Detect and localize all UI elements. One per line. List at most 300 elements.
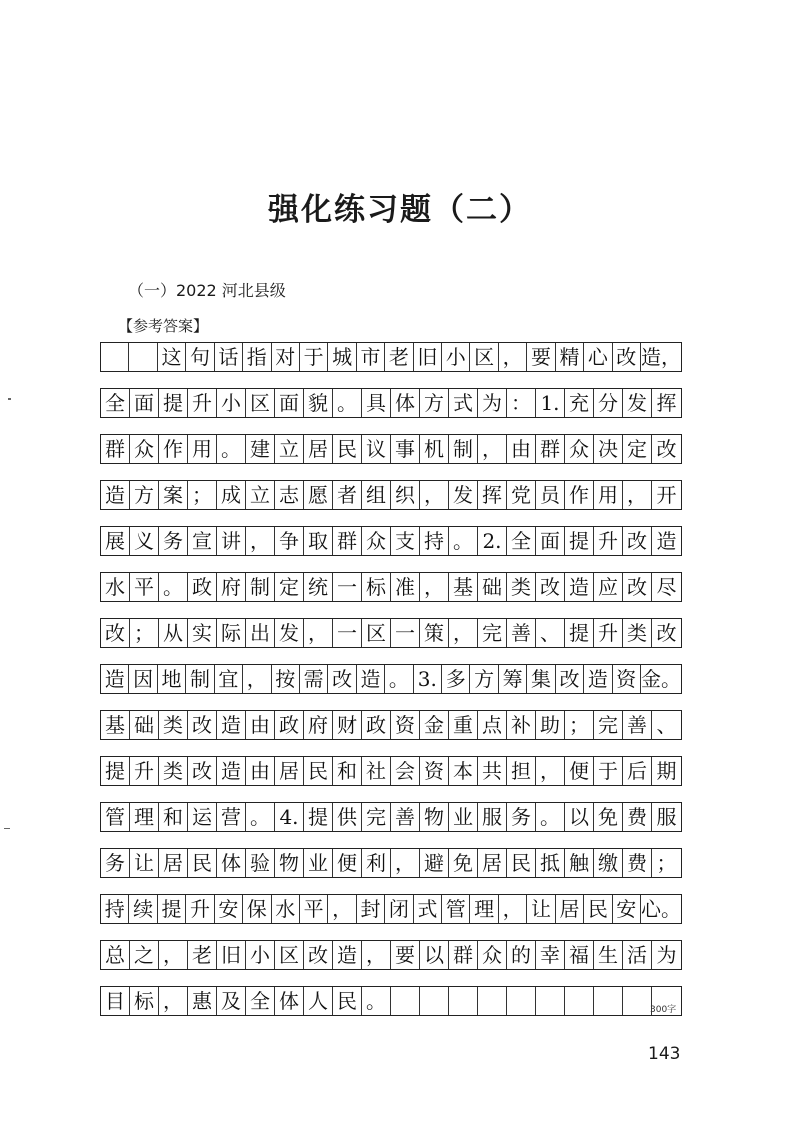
grid-cell: 面: [275, 389, 304, 417]
grid-cell: 众: [565, 435, 594, 463]
grid-cell: 造: [357, 665, 385, 693]
grid-cell: 务: [101, 849, 130, 877]
grid-cell: 的: [507, 941, 536, 969]
grid-cell: 类: [623, 619, 652, 647]
grid-cell: 提: [158, 895, 186, 923]
grid-cell: 以: [565, 803, 594, 831]
grid-cell: 服: [478, 803, 507, 831]
grid-cell: 人: [304, 987, 333, 1015]
grid-cell: 城: [328, 343, 356, 371]
grid-row: [100, 802, 682, 832]
grid-cell: ，: [449, 619, 478, 647]
grid-cell: 点: [478, 711, 507, 739]
grid-cell: 业: [449, 803, 478, 831]
grid-cell: 发: [449, 481, 478, 509]
grid-cell: 争: [275, 527, 304, 555]
grid-cell: 善: [507, 619, 536, 647]
grid-cell: 造: [101, 481, 130, 509]
grid-cell: 及: [217, 987, 246, 1015]
grid-cell: 后: [623, 757, 652, 785]
grid-cell: 策: [420, 619, 449, 647]
grid-cell: 物: [275, 849, 304, 877]
grid-cell: [449, 987, 478, 1015]
grid-cell: ；: [656, 851, 677, 875]
grid-cell: 费: [623, 849, 652, 877]
grid-cell: 重: [449, 711, 478, 739]
grid-cell: 和: [333, 757, 362, 785]
grid-cell: 制: [186, 665, 214, 693]
grid-cell: 管: [442, 895, 470, 923]
grid-row: [100, 388, 682, 418]
grid-cell: 完: [594, 711, 623, 739]
grid-cell: 持: [420, 527, 449, 555]
grid-cell: 务: [159, 527, 188, 555]
grid-cell: 全: [101, 389, 130, 417]
grid-cell: 免: [594, 803, 623, 831]
grid-cell: 造: [656, 529, 677, 553]
grid-cell: 免: [449, 849, 478, 877]
grid-cell: 升: [594, 619, 623, 647]
grid-cell: 改: [623, 527, 652, 555]
grid-cell: 由: [246, 757, 275, 785]
grid-cell: ：: [507, 389, 536, 417]
grid-cell: 面: [536, 527, 565, 555]
grid-cell: 金: [420, 711, 449, 739]
grid-cell: 便: [333, 849, 362, 877]
grid-row: [100, 986, 682, 1016]
grid-cell: 资: [420, 757, 449, 785]
page-title: 强化练习题（二）: [268, 192, 532, 228]
grid-cell: 升: [130, 757, 159, 785]
grid-cell: 社: [362, 757, 391, 785]
grid-cell: 升: [594, 527, 623, 555]
grid-cell: ，: [499, 343, 527, 371]
grid-cell: 制: [449, 435, 478, 463]
grid-cell: 集: [527, 665, 555, 693]
grid-cell: 2.: [478, 527, 507, 555]
grid-cell: 民: [304, 757, 333, 785]
section-heading: （一）2022 河北县级: [128, 281, 286, 300]
grid-cell: 。: [385, 665, 413, 693]
grid-cell: 惠: [188, 987, 217, 1015]
grid-cell: ，: [536, 757, 565, 785]
grid-cell: 于: [300, 343, 328, 371]
grid-cell: 志: [275, 481, 304, 509]
grid-cell: 期: [656, 759, 677, 783]
grid-cell: 居: [159, 849, 188, 877]
grid-cell: 居: [304, 435, 333, 463]
grid-cell: 金。: [641, 667, 681, 691]
grid-cell: [101, 343, 129, 371]
grid-cell: 避: [420, 849, 449, 877]
grid-cell: 面: [130, 389, 159, 417]
grid-cell: 升: [186, 895, 214, 923]
grid-cell: 水: [272, 895, 300, 923]
grid-cell: 改: [623, 573, 652, 601]
grid-cell: 精: [556, 343, 584, 371]
grid-cell: 体: [275, 987, 304, 1015]
grid-cell: 老: [188, 941, 217, 969]
grid-cell: 、: [536, 619, 565, 647]
grid-cell: 要: [391, 941, 420, 969]
grid-cell: 区: [470, 343, 498, 371]
grid-cell: 担: [507, 757, 536, 785]
grid-cell: 要: [527, 343, 555, 371]
grid-cell: 理: [470, 895, 498, 923]
grid-cell: 造，: [641, 345, 681, 369]
grid-cell: 方: [470, 665, 498, 693]
grid-cell: 供: [333, 803, 362, 831]
grid-cell: 全: [507, 527, 536, 555]
grid-cell: 类: [159, 711, 188, 739]
grid-cell: 平: [130, 573, 159, 601]
grid-cell: [420, 987, 449, 1015]
grid-cell: 用: [188, 435, 217, 463]
grid-cell: 于: [594, 757, 623, 785]
grid-cell: [478, 987, 507, 1015]
grid-cell: 总: [101, 941, 130, 969]
grid-cell: 改: [613, 343, 641, 371]
grid-cell: 方: [130, 481, 159, 509]
grid-cell: 缴: [594, 849, 623, 877]
grid-cell: 貌: [304, 389, 333, 417]
grid-cell: 小: [442, 343, 470, 371]
grid-cell: 改: [656, 621, 677, 645]
grid-cell: 发: [623, 389, 652, 417]
grid-cell: 旧: [217, 941, 246, 969]
grid-row: [100, 480, 682, 510]
grid-cell: 政: [362, 711, 391, 739]
grid-cell: 便: [565, 757, 594, 785]
grid-cell: 民: [584, 895, 612, 923]
grid-cell: 之: [130, 941, 159, 969]
grid-cell: 本: [449, 757, 478, 785]
grid-cell: 续: [129, 895, 157, 923]
grid-cell: 保: [243, 895, 271, 923]
grid-cell: 需: [300, 665, 328, 693]
grid-cell: 安: [613, 895, 641, 923]
grid-cell: 会: [391, 757, 420, 785]
grid-cell: 改: [101, 619, 130, 647]
grid-cell: 居: [556, 895, 584, 923]
grid-cell: 充: [565, 389, 594, 417]
grid-cell: 善: [623, 711, 652, 739]
scan-mark: [8, 398, 11, 400]
grid-cell: 用: [594, 481, 623, 509]
grid-cell: 民: [333, 987, 362, 1015]
grid-cell: 。: [536, 803, 565, 831]
grid-cell: 由: [246, 711, 275, 739]
grid-cell: 业: [304, 849, 333, 877]
grid-cell: 分: [594, 389, 623, 417]
grid-cell: 建: [246, 435, 275, 463]
grid-cell: 升: [188, 389, 217, 417]
grid-cell: 体: [217, 849, 246, 877]
grid-cell: 造: [565, 573, 594, 601]
grid-cell: 一: [333, 619, 362, 647]
grid-row: [100, 894, 682, 924]
grid-cell: 服: [656, 805, 677, 829]
grid-cell: ，: [499, 895, 527, 923]
grid-cell: 由: [507, 435, 536, 463]
grid-cell: [391, 987, 420, 1015]
grid-cell: 筹: [499, 665, 527, 693]
word-count: 300字: [650, 1005, 677, 1015]
grid-cell: 话: [215, 343, 243, 371]
grid-cell: 务: [507, 803, 536, 831]
grid-cell: 小: [217, 389, 246, 417]
grid-cell: 多: [442, 665, 470, 693]
grid-cell: ，: [159, 987, 188, 1015]
grid-cell: 改: [328, 665, 356, 693]
grid-cell: 水: [101, 573, 130, 601]
grid-cell: 按: [272, 665, 300, 693]
grid-cell: ，: [478, 435, 507, 463]
grid-cell: 心: [584, 343, 612, 371]
grid-cell: ；: [565, 711, 594, 739]
grid-cell: 共: [478, 757, 507, 785]
grid-row: [100, 342, 682, 372]
grid-cell: 愿: [304, 481, 333, 509]
grid-cell: 组: [362, 481, 391, 509]
grid-cell: ；: [188, 481, 217, 509]
grid-cell: 造: [333, 941, 362, 969]
page-number: 143: [648, 1044, 681, 1064]
grid-cell: [536, 987, 565, 1015]
grid-cell: 运: [188, 803, 217, 831]
grid-cell: ，: [391, 849, 420, 877]
grid-cell: 取: [304, 527, 333, 555]
grid-cell: ，: [623, 481, 652, 509]
grid-cell: 标: [130, 987, 159, 1015]
grid-cell: 老: [385, 343, 413, 371]
grid-cell: ，: [159, 941, 188, 969]
grid-cell: 区: [246, 389, 275, 417]
grid-cell: 为: [478, 389, 507, 417]
grid-cell: 。: [159, 573, 188, 601]
grid-cell: 指: [243, 343, 271, 371]
grid-cell: 心。: [641, 897, 681, 921]
grid-cell: 改: [556, 665, 584, 693]
grid-cell: 这: [158, 343, 186, 371]
grid-cell: 发: [275, 619, 304, 647]
grid-cell: 员: [536, 481, 565, 509]
grid-cell: 助: [536, 711, 565, 739]
grid-cell: 群: [101, 435, 130, 463]
grid-cell: 闭: [385, 895, 413, 923]
grid-cell: 者: [333, 481, 362, 509]
grid-cell: 提: [101, 757, 130, 785]
grid-cell: 义: [130, 527, 159, 555]
grid-cell: 4.: [275, 803, 304, 831]
grid-cell: 准: [391, 573, 420, 601]
grid-cell: [565, 987, 594, 1015]
grid-cell: 体: [391, 389, 420, 417]
grid-cell: ，: [243, 665, 271, 693]
grid-cell: 立: [246, 481, 275, 509]
grid-cell: 地: [158, 665, 186, 693]
grid-cell: 案: [159, 481, 188, 509]
grid-row: [100, 618, 682, 648]
grid-cell: 生: [594, 941, 623, 969]
grid-cell: 尽: [656, 575, 677, 599]
grid-cell: 提: [565, 619, 594, 647]
grid-cell: 挥: [478, 481, 507, 509]
grid-cell: ，: [420, 573, 449, 601]
grid-cell: 民: [188, 849, 217, 877]
grid-cell: 民: [507, 849, 536, 877]
grid-cell: 抵: [536, 849, 565, 877]
grid-cell: 众: [362, 527, 391, 555]
grid-cell: 实: [188, 619, 217, 647]
grid-cell: 讲: [217, 527, 246, 555]
grid-cell: [623, 987, 652, 1015]
grid-cell: 小: [246, 941, 275, 969]
grid-cell: 句: [186, 343, 214, 371]
grid-cell: 居: [478, 849, 507, 877]
grid-cell: 基: [101, 711, 130, 739]
grid-cell: 全: [246, 987, 275, 1015]
grid-cell: 成: [217, 481, 246, 509]
grid-cell: 市: [357, 343, 385, 371]
grid-cell: 费: [623, 803, 652, 831]
grid-cell: 决: [594, 435, 623, 463]
grid-cell: 提: [565, 527, 594, 555]
grid-cell: 。: [217, 435, 246, 463]
essay-grid: [100, 342, 682, 1032]
grid-cell: 具: [362, 389, 391, 417]
grid-cell: 立: [275, 435, 304, 463]
grid-cell: [507, 987, 536, 1015]
grid-cell: 、: [656, 713, 677, 737]
grid-cell: 政: [188, 573, 217, 601]
grid-cell: 提: [304, 803, 333, 831]
grid-cell: 平: [300, 895, 328, 923]
grid-cell: 让: [527, 895, 555, 923]
grid-cell: 验: [246, 849, 275, 877]
grid-cell: 民: [333, 435, 362, 463]
grid-cell: 和: [159, 803, 188, 831]
answer-label: 【参考答案】: [118, 317, 209, 335]
scan-mark: [4, 828, 10, 829]
grid-row: [100, 756, 682, 786]
grid-cell: 目: [101, 987, 130, 1015]
grid-cell: ，: [304, 619, 333, 647]
grid-cell: ；: [130, 619, 159, 647]
grid-cell: 安: [215, 895, 243, 923]
grid-cell: 福: [565, 941, 594, 969]
grid-cell: 。: [333, 389, 362, 417]
grid-cell: 。: [246, 803, 275, 831]
grid-cell: 式: [449, 389, 478, 417]
grid-cell: 作: [159, 435, 188, 463]
grid-cell: 支: [391, 527, 420, 555]
grid-row: [100, 848, 682, 878]
grid-cell: 出: [246, 619, 275, 647]
grid-cell: 改: [188, 757, 217, 785]
grid-row: [100, 526, 682, 556]
grid-cell: 机: [420, 435, 449, 463]
grid-cell: 制: [246, 573, 275, 601]
grid-cell: 造: [101, 665, 129, 693]
grid-cell: 标: [362, 573, 391, 601]
grid-row: [100, 664, 682, 694]
grid-cell: 一: [333, 573, 362, 601]
grid-cell: 改: [188, 711, 217, 739]
grid-cell: 际: [217, 619, 246, 647]
grid-cell: 1.: [536, 389, 565, 417]
grid-cell: 众: [478, 941, 507, 969]
grid-cell: 统: [304, 573, 333, 601]
grid-cell: 类: [507, 573, 536, 601]
grid-cell: 众: [130, 435, 159, 463]
grid-cell: 提: [159, 389, 188, 417]
grid-cell: 从: [159, 619, 188, 647]
grid-cell: 资: [391, 711, 420, 739]
grid-cell: 因: [129, 665, 157, 693]
grid-cell: 善: [391, 803, 420, 831]
grid-cell: 利: [362, 849, 391, 877]
grid-cell: 造: [217, 711, 246, 739]
grid-cell: 旧: [414, 343, 442, 371]
grid-cell: 基: [449, 573, 478, 601]
grid-cell: 府: [304, 711, 333, 739]
grid-cell: 类: [159, 757, 188, 785]
grid-cell: ，: [420, 481, 449, 509]
grid-cell: 触: [565, 849, 594, 877]
grid-cell: 营: [217, 803, 246, 831]
grid-cell: 持: [101, 895, 129, 923]
grid-cell: 物: [420, 803, 449, 831]
grid-cell: [594, 987, 623, 1015]
grid-cell: 资: [613, 665, 641, 693]
grid-cell: 定: [623, 435, 652, 463]
grid-cell: 。: [362, 987, 391, 1015]
grid-cell: 。: [449, 527, 478, 555]
grid-cell: 宜: [215, 665, 243, 693]
grid-cell: 政: [275, 711, 304, 739]
grid-cell: 造: [584, 665, 612, 693]
grid-cell: 式: [414, 895, 442, 923]
grid-cell: 完: [478, 619, 507, 647]
grid-cell: 完: [362, 803, 391, 831]
grid-cell: 理: [130, 803, 159, 831]
grid-cell: 补: [507, 711, 536, 739]
grid-cell: 一: [391, 619, 420, 647]
grid-cell: 管: [101, 803, 130, 831]
grid-cell: 展: [101, 527, 130, 555]
grid-cell: 改: [656, 437, 677, 461]
grid-cell: 作: [565, 481, 594, 509]
grid-cell: 对: [272, 343, 300, 371]
grid-cell: 方: [420, 389, 449, 417]
grid-cell: ，: [328, 895, 356, 923]
grid-cell: ，: [362, 941, 391, 969]
grid-cell: 织: [391, 481, 420, 509]
grid-cell: 封: [357, 895, 385, 923]
grid-cell: 群: [333, 527, 362, 555]
grid-cell: 改: [304, 941, 333, 969]
grid-cell: 财: [333, 711, 362, 739]
grid-cell: 党: [507, 481, 536, 509]
grid-cell: 府: [217, 573, 246, 601]
grid-cell: 让: [130, 849, 159, 877]
grid-cell: 挥: [656, 391, 677, 415]
grid-cell: 区: [275, 941, 304, 969]
grid-cell: 础: [130, 711, 159, 739]
grid-cell: 居: [275, 757, 304, 785]
grid-row: [100, 434, 682, 464]
